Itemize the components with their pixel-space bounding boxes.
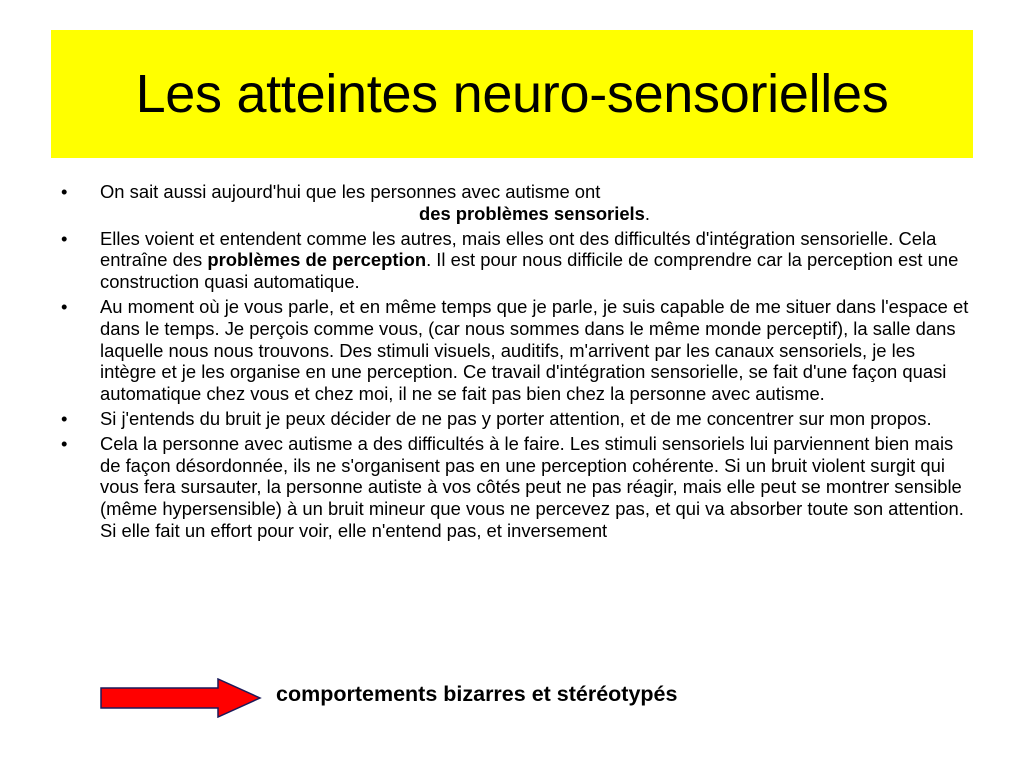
conclusion-text: comportements bizarres et stéréotypés [276,682,678,706]
conclusion-row [100,678,860,718]
bullet-marker: • [61,432,68,454]
title-banner [51,30,973,158]
bullet-item-5 [59,433,969,542]
bullet-4-text: Si j'entends du bruit je peux décider de ne pas y porter attention, et de me concentrer sur mon propos. [100,407,932,429]
bullet-1-period: . [644,202,651,224]
bullet-marker: • [61,295,68,317]
bullet-marker: • [61,227,68,249]
bullet-1-text: On sait aussi aujourd'hui que les personnes avec autisme ont [100,181,601,202]
bullet-2-bold: problèmes de perception [207,249,427,271]
bullet-item-3 [59,296,969,405]
bullet-marker: • [61,181,68,202]
bullet-5-text: Cela la personne avec autisme a des difficultés à le faire. Les stimuli sensoriels lui parviennent bien mais de façon désordonnée, ils ne s'organisent pas en une perception cohérente. Si un bruit violent surgit qui vous fera sursauter, la personne autiste à vos côtés peut ne pas réagir, mais elle peut se montrer sensible (même hypersensible) à un bruit mineur que vous ne percevez pas, et qui va absorber toute son attention. Si elle fait un effort pour voir, elle n'entend pas, et inversement [100,432,964,541]
bullet-3-text: Au moment où je vous parle, et en même temps que je parle, je suis capable de me situer dans l'espace et dans le temps. Je perçois comme vous, (car nous sommes dans le même monde perceptif), la salle dans laquelle nous nous trouvons. Des stimuli visuels, auditifs, m'arrivent par les canaux sensoriels, je les intègre et je les organise en une perception. Ce travail d'intégration sensorielle, se fait d'une façon quasi automatique chez vous et chez moi, il ne se fait pas bien chez la personne avec autisme. [100,295,969,405]
bullet-1-emphasis-line [100,203,969,225]
bullet-item-1 [59,181,969,225]
right-arrow-icon [100,678,262,718]
slide-title: Les atteintes neuro-sensorielles [135,64,889,124]
bullet-2-text-after: . Il est pour nous difficile de comprendre car la perception est une construction quasi automatique. [100,249,959,293]
bullet-marker: • [61,407,68,429]
bullet-2-text-before: Elles voient et entendent comme les autres, mais elles ont des difficultés d'intégration sensorielle. Cela entraîne des [100,227,937,271]
bullet-list [59,181,969,545]
bullet-item-4 [59,408,969,430]
bullet-item-2 [59,228,969,293]
bullet-1-bold: des problèmes sensoriels [418,202,645,224]
